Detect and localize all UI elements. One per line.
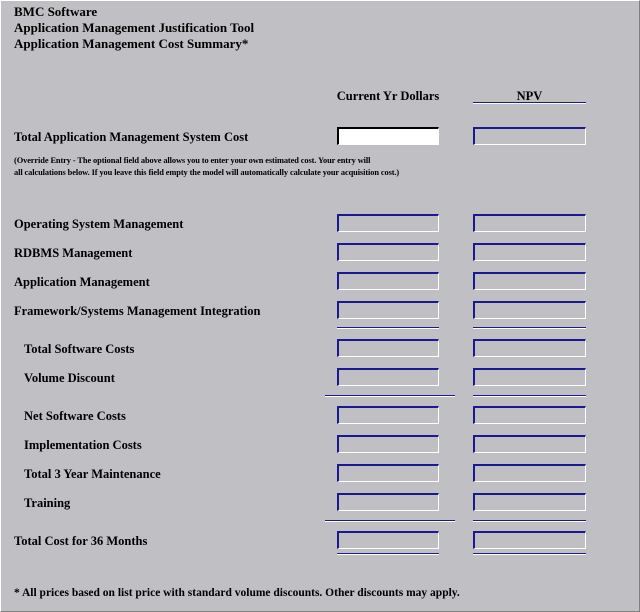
total-software-npv-field[interactable] [473,339,586,357]
row-label-implementation: Implementation Costs [24,438,142,452]
net-software-npv-field[interactable] [473,406,586,424]
total-rule-npv [473,520,586,522]
column-header-npv: NPV [516,89,543,103]
framework-integration-npv-field[interactable] [473,301,586,319]
override-npv-field[interactable] [473,127,586,145]
training-current-field[interactable] [337,493,439,511]
total-cost-npv-field[interactable] [473,531,586,549]
training-npv-field[interactable] [473,493,586,511]
footnote: * All prices based on list price with standard volume discounts. Other discounts may apply. [14,587,460,599]
implementation-current-field[interactable] [337,435,439,453]
override-current-input[interactable] [337,127,439,145]
row-label-application-management: Application Management [14,275,150,289]
total-underline-npv [473,553,586,555]
application-management-npv-field[interactable] [473,272,586,290]
implementation-npv-field[interactable] [473,435,586,453]
maintenance-current-field[interactable] [337,464,439,482]
volume-discount-npv-field[interactable] [473,368,586,386]
application-management-current-field[interactable] [337,272,439,290]
override-label: Total Application Management System Cost [14,130,249,144]
row-label-total-software: Total Software Costs [24,342,135,356]
total-underline-current [337,553,439,555]
row-label-net-software: Net Software Costs [24,409,126,423]
override-note-line1: (Override Entry - The optional field above allows you to enter your own estimated cost. Your entry will [14,156,371,165]
discount-rule-current [325,395,455,397]
row-label-rdbms-management: RDBMS Management [14,246,133,260]
rdbms-management-npv-field[interactable] [473,243,586,261]
net-software-current-field[interactable] [337,406,439,424]
maintenance-npv-field[interactable] [473,464,586,482]
os-management-current-field[interactable] [337,214,439,232]
page-title: Application Management Cost Summary* [14,36,249,51]
framework-integration-current-field[interactable] [337,301,439,319]
row-label-os-management: Operating System Management [14,217,184,231]
row-label-volume-discount: Volume Discount [24,371,115,385]
row-label-total-cost: Total Cost for 36 Months [14,534,148,548]
row-label-training: Training [24,496,71,510]
subtotal-rule-current [337,327,439,329]
row-label-maintenance: Total 3 Year Maintenance [24,467,161,481]
total-rule-current [325,520,455,522]
company-name: BMC Software [14,4,98,19]
row-label-framework-integration: Framework/Systems Management Integration [14,304,261,318]
tool-title: Application Management Justification Tool [14,20,255,35]
volume-discount-current-field[interactable] [337,368,439,386]
discount-rule-npv [473,395,586,397]
subtotal-rule-npv [473,327,586,329]
os-management-npv-field[interactable] [473,214,586,232]
total-cost-current-field[interactable] [337,531,439,549]
total-software-current-field[interactable] [337,339,439,357]
override-note-line2: all calculations below. If you leave this field empty the model will automatically calculate your acquisition cost.) [14,168,400,177]
rdbms-management-current-field[interactable] [337,243,439,261]
column-header-current: Current Yr Dollars [336,89,440,103]
